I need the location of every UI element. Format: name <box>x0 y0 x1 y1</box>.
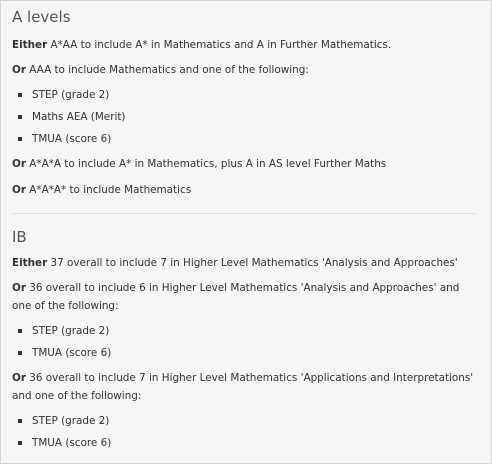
option-lead: Or <box>12 282 26 294</box>
list-item: TMUA (score 6) <box>12 128 477 150</box>
option-text: 36 overall to include 6 in Higher Level Mathematics 'Analysis and Approaches' and one of the following: <box>12 282 460 312</box>
list-item: STEP (grade 2) <box>12 410 477 432</box>
list-item: STEP (grade 2) <box>12 320 477 342</box>
a-levels-heading: A levels <box>12 8 71 26</box>
option-text: A*A*A* to include Mathematics <box>25 184 192 196</box>
list-item: TMUA (score 6) <box>12 432 477 454</box>
ib-option-either <box>12 254 477 272</box>
ib-test-list-2 <box>12 410 477 454</box>
option-lead: Or <box>12 184 26 196</box>
ib-option-or-1 <box>12 279 477 315</box>
a-levels-option-or-2 <box>12 155 477 173</box>
ib-heading: IB <box>12 228 27 246</box>
list-item: STEP (grade 2) <box>12 84 477 106</box>
ib-test-list-1 <box>12 320 477 364</box>
option-text: A*A*A to include A* in Mathematics, plus A in AS level Further Maths <box>25 158 387 170</box>
option-lead: Or <box>12 158 26 170</box>
a-levels-option-or-1 <box>12 61 477 79</box>
option-text: 36 overall to include 7 in Higher Level Mathematics 'Applications and Interpretations' and one of the following: <box>12 372 474 402</box>
a-levels-option-either <box>12 36 477 54</box>
option-lead: Or <box>12 64 26 76</box>
option-lead: Either <box>12 39 48 51</box>
option-text: AAA to include Mathematics and one of the following: <box>25 64 309 76</box>
option-lead: Either <box>12 257 48 269</box>
option-text: 37 overall to include 7 in Higher Level Mathematics 'Analysis and Approaches' <box>47 257 458 269</box>
list-item: TMUA (score 6) <box>12 342 477 364</box>
section-divider <box>12 213 477 214</box>
a-levels-option-or-3 <box>12 181 477 199</box>
option-text: A*AA to include A* in Mathematics and A in Further Mathematics. <box>47 39 392 51</box>
option-lead: Or <box>12 372 26 384</box>
ib-option-or-2 <box>12 369 477 405</box>
a-levels-test-list <box>12 84 477 150</box>
requirements-content <box>12 6 477 454</box>
list-item: Maths AEA (Merit) <box>12 106 477 128</box>
